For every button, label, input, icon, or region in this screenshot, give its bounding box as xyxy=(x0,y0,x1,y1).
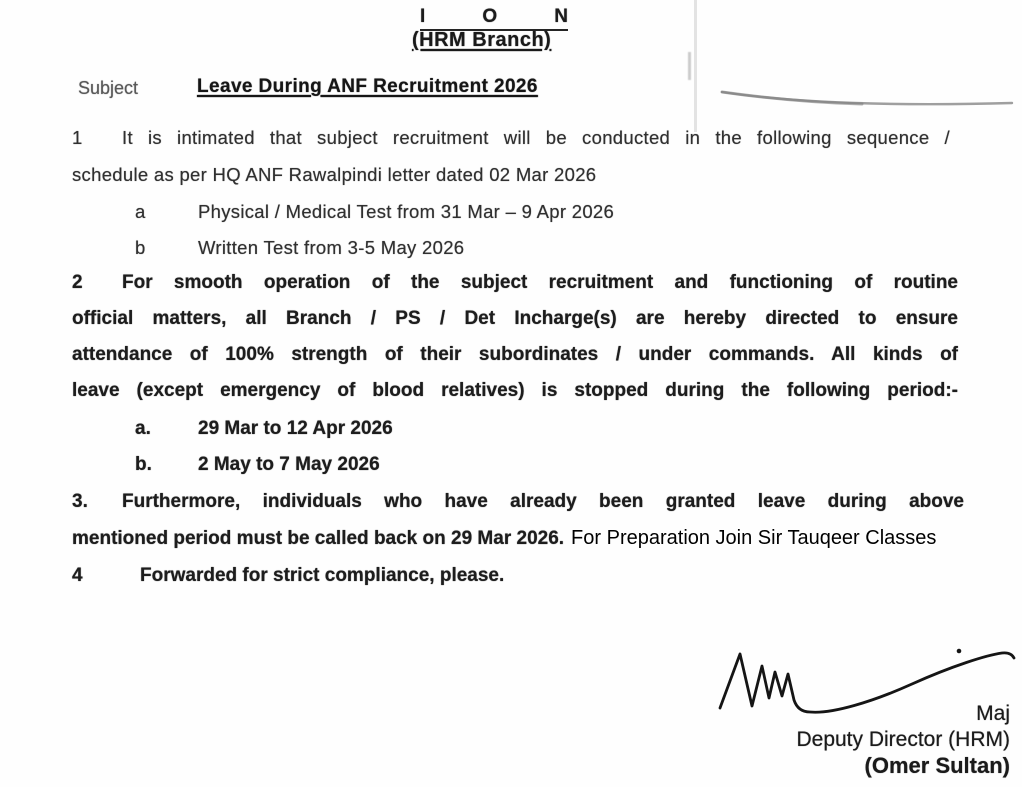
scan-artifact-vertical-line xyxy=(694,0,697,132)
paragraph-3-line-1 xyxy=(72,488,964,516)
paragraph-number: 3. xyxy=(72,491,88,512)
paragraph-2-item-a xyxy=(135,415,393,443)
paragraph-text: For smooth operation of the subject recruitment and functioning of routine xyxy=(122,272,958,293)
paragraph-number: 4 xyxy=(72,565,83,586)
subject-title: Leave During ANF Recruitment 2026 xyxy=(197,76,538,97)
subject-label: Subject xyxy=(78,78,139,98)
paragraph-1-line-2: schedule as per HQ ANF Rawalpindi letter dated 02 Mar 2026 xyxy=(72,164,597,185)
paragraph-number: 2 xyxy=(72,272,83,293)
paragraph-2-item-b xyxy=(135,451,380,479)
paragraph-2-line-4: leave (except emergency of blood relatives) is stopped during the following period:- xyxy=(72,380,958,401)
paragraph-text: Forwarded for strict compliance, please. xyxy=(140,565,505,586)
header-partial-word xyxy=(420,6,568,31)
paragraph-number: 1 xyxy=(72,127,83,148)
paragraph-text: Furthermore, individuals who have already been granted leave during above xyxy=(122,491,964,512)
paragraph-1-item-a xyxy=(135,198,614,226)
item-text: Physical / Medical Test from 31 Mar – 9 Apr 2026 xyxy=(198,201,615,222)
header-branch-line: (HRM Branch) xyxy=(412,29,552,51)
item-letter: a. xyxy=(135,418,151,439)
paragraph-2-line-1 xyxy=(72,269,958,297)
paragraph-4 xyxy=(72,562,504,590)
signature-block xyxy=(796,701,1010,779)
paragraph-text: mentioned period must be called back on 29 Mar 2026. xyxy=(72,528,565,549)
header-letter: N xyxy=(554,6,568,27)
paragraph-2-line-2: official matters, all Branch / PS / Det Incharge(s) are hereby directed to ensure xyxy=(72,308,958,329)
header-letter: I xyxy=(420,6,426,27)
paragraph-2-line-3: attendance of 100% strength of their subordinates / under commands. All kinds of xyxy=(72,344,958,365)
paragraph-3-line-2 xyxy=(72,524,936,553)
paragraph-1-line-1 xyxy=(72,124,950,152)
scan-artifact-vertical-line-dark xyxy=(688,52,691,80)
header-letter: O xyxy=(482,6,498,27)
paragraph-text: It is intimated that subject recruitment will be conducted in the following sequence / xyxy=(122,127,950,148)
item-text: Written Test from 3-5 May 2026 xyxy=(198,237,465,258)
item-text: 29 Mar to 12 Apr 2026 xyxy=(198,418,393,439)
signatory-rank: Maj xyxy=(976,702,1010,725)
item-text: 2 May to 7 May 2026 xyxy=(198,454,380,475)
signatory-name: (Omer Sultan) xyxy=(864,753,1010,778)
item-letter: a xyxy=(135,201,146,222)
signatory-designation: Deputy Director (HRM) xyxy=(796,728,1010,751)
pen-stroke-artifact xyxy=(712,80,1022,114)
item-letter: b xyxy=(135,237,146,258)
paragraph-1-item-b xyxy=(135,234,464,262)
item-letter: b. xyxy=(135,454,152,475)
digital-annotation-text: For Preparation Join Sir Tauqeer Classes xyxy=(571,527,937,549)
